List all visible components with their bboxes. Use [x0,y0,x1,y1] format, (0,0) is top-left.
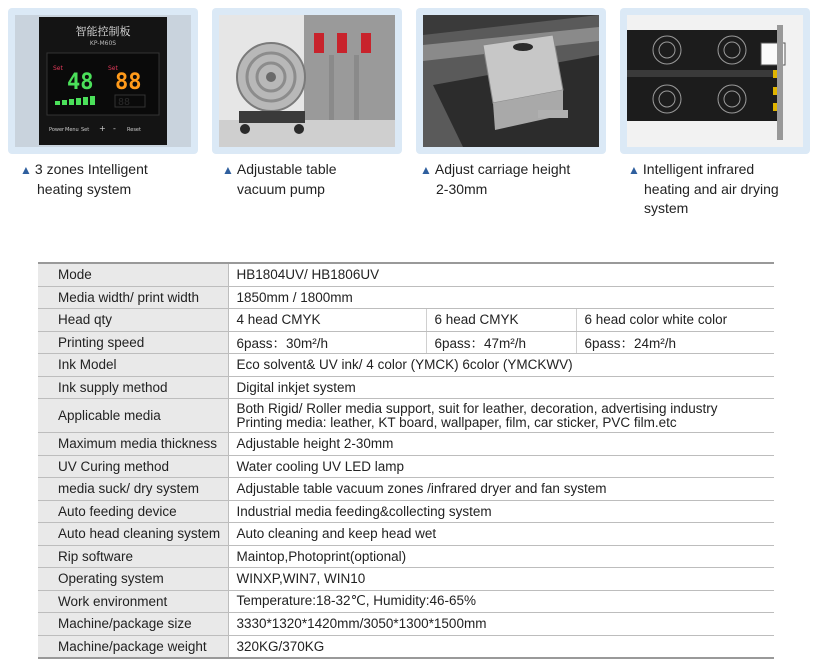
table-row [38,331,774,354]
control-panel-icon [15,15,191,147]
spec-value: 6pass：30m²/h [228,331,426,354]
spec-label: Ink supply method [38,376,228,399]
table-row [38,309,774,332]
table-row [38,613,774,636]
feature-photo-carriage [416,8,606,154]
spec-value: Water cooling UV LED lamp [228,455,774,478]
spec-value: Adjustable table vacuum zones /infrared dryer and fan system [228,478,774,501]
panel-button-power: Power [49,127,65,133]
table-row [38,263,774,286]
spec-value: Adjustable height 2-30mm [228,433,774,456]
left-set-tag: Set [53,65,63,72]
left-temperature-readout: 48 [67,70,94,95]
spec-label: Media width/ print width [38,286,228,309]
right-set-tag: Set [108,65,118,72]
spec-value: 320KG/370KG [228,635,774,658]
vacuum-pump-icon [219,15,395,147]
spec-value: 6 head color white color [576,309,774,332]
spec-value: Digital inkjet system [228,376,774,399]
spec-label: Head qty [38,309,228,332]
spec-label: Auto head cleaning system [38,523,228,546]
spec-label: media suck/ dry system [38,478,228,501]
table-row [38,500,774,523]
feature-caption-carriage: ▲ Adjust carriage height 2-30mm [420,161,571,197]
spec-table [38,262,774,659]
triangle-marker-icon: ▲ [420,163,432,177]
table-row [38,455,774,478]
table-row [38,433,774,456]
panel-button-reset: Reset [127,127,141,133]
spec-value: WINXP,WIN7, WIN10 [228,568,774,591]
table-row [38,545,774,568]
spec-value: Temperature:18-32℃, Humidity:46-65% [228,590,774,613]
table-row [38,635,774,658]
spec-value: Auto cleaning and keep head wet [228,523,774,546]
spec-label: Machine/package weight [38,635,228,658]
table-row [38,354,774,377]
feature-caption-dryer: ▲ Intelligent infrared heating and air drying system [628,161,779,216]
spec-label: Rip software [38,545,228,568]
spec-label: Printing speed [38,331,228,354]
right-temperature-readout: 88 [115,70,142,95]
svg-text:88: 88 [118,97,131,108]
panel-button-plus: + [99,124,106,133]
spec-value: 6 head CMYK [426,309,576,332]
feature-caption-vacuum: ▲ Adjustable table vacuum pump [222,161,337,197]
spec-label: Machine/package size [38,613,228,636]
feature-photo-infrared-dryer [620,8,810,154]
triangle-marker-icon: ▲ [628,163,640,177]
feature-photo-vacuum-pump [212,8,402,154]
spec-label: Mode [38,263,228,286]
spec-label: Ink Model [38,354,228,377]
panel-model: KP-M60S [89,40,117,47]
spec-value: 3330*1320*1420mm/3050*1300*1500mm [228,613,774,636]
triangle-marker-icon: ▲ [20,163,32,177]
table-row [38,399,774,433]
spec-value: Industrial media feeding&collecting system [228,500,774,523]
spec-value: HB1804UV/ HB1806UV [228,263,774,286]
spec-label: Operating system [38,568,228,591]
spec-label: Work environment [38,590,228,613]
spec-label: Auto feeding device [38,500,228,523]
panel-button-set: Set [81,127,90,133]
table-row [38,478,774,501]
spec-value: 6pass：47m²/h [426,331,576,354]
infrared-dryer-icon [627,15,803,147]
table-row [38,568,774,591]
spec-label: Maximum media thickness [38,433,228,456]
panel-button-menu: Menu [65,127,79,133]
spec-value: 6pass：24m²/h [576,331,774,354]
panel-title: 智能控制板 [75,25,131,38]
panel-button-minus: - [113,124,116,133]
spec-label: Applicable media [38,399,228,433]
printer-carriage-icon [423,15,599,147]
triangle-marker-icon: ▲ [222,163,234,177]
spec-value: 1850mm / 1800mm [228,286,774,309]
spec-label: UV Curing method [38,455,228,478]
spec-value: Eco solvent& UV ink/ 4 color (YMCK) 6color (YMCKWV) [228,354,774,377]
table-row [38,523,774,546]
feature-caption-heating: ▲ 3 zones Intelligent heating system [20,161,148,197]
spec-value: Maintop,Photoprint(optional) [228,545,774,568]
table-row [38,590,774,613]
feature-photo-control-panel [8,8,198,154]
spec-value: 4 head CMYK [228,309,426,332]
spec-value: Both Rigid/ Roller media support, suit for leather, decoration, advertising industry Printing media: leather, KT board, wallpaper, film, car sticker, PVC film.etc [228,399,774,433]
table-row [38,376,774,399]
table-row [38,286,774,309]
